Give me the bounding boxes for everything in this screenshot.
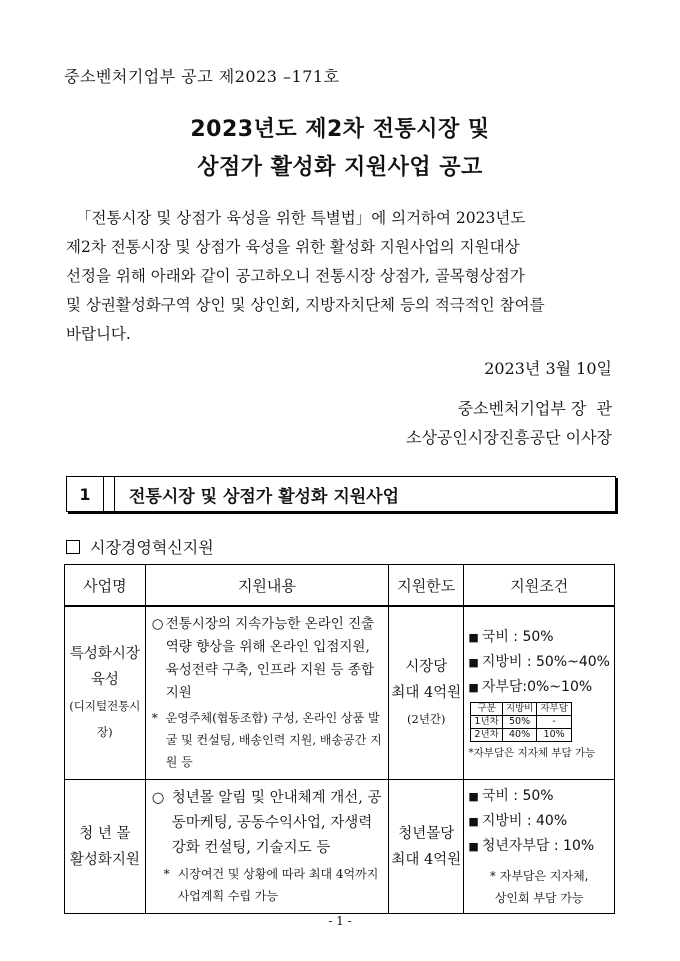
square-bullet-icon: ■: [468, 630, 479, 644]
intro-line: 「전통시장 및 상점가 육성을 위한 특별법」에 의거하여 2023년도: [76, 209, 526, 227]
limit-period: (2년간): [407, 712, 446, 726]
square-bullet-icon: ■: [468, 655, 479, 669]
content-item: [152, 786, 384, 861]
program-name: 특성화시장: [69, 646, 140, 662]
asterisk-icon: *: [151, 711, 158, 725]
table-header-row: [65, 565, 615, 607]
limit-text: 시장당: [405, 659, 448, 675]
cost-share-table: [470, 702, 571, 742]
condition-item: ■ 청년자부담 : 10%: [468, 838, 595, 854]
program-name-cell: [65, 780, 146, 914]
asterisk-icon: *: [163, 867, 170, 881]
mini-table-row: 2년차 40% 10%: [471, 728, 571, 741]
intro-line: 선정을 위해 아래와 같이 공고하오니 전통시장 상점가, 골목형상점가: [66, 267, 525, 285]
condition-item: ■ 국비 : 50%: [468, 628, 554, 645]
section-title: 전통시장 및 상점가 활성화 지원사업: [129, 486, 400, 507]
condition-note: * 자부담은 지자체,: [489, 869, 589, 883]
signatory-agency: 소상공인시장진흥공단 이사장: [405, 428, 612, 447]
page-number: - 1 -: [328, 914, 352, 928]
section-divider: [104, 477, 115, 511]
condition-item: ■ 국비 : 50%: [468, 788, 554, 804]
square-bullet-icon: ■: [468, 815, 479, 828]
notice-date: 2023년 3월 10일: [484, 359, 612, 378]
condition-item: ■ 지방비 : 50%~40%: [468, 653, 610, 670]
support-limit-cell: [389, 780, 464, 914]
column-header: 지원조건: [464, 565, 615, 607]
note-text: 시장여건 및 상황에 따라 최대 4억까지 사업계획 수립 가능: [177, 867, 379, 903]
page-title-line1: 2023년도 제2차 전통시장 및: [190, 117, 490, 142]
program-name-cell: [65, 606, 146, 780]
program-name-sub: (디지털전통시장): [69, 699, 141, 739]
support-limit-cell: [389, 606, 464, 780]
notice-number: 중소벤처기업부 공고 제2023 –171호: [64, 67, 340, 86]
program-name: 청 년 몰: [79, 825, 131, 842]
circle-bullet-icon: ○: [151, 790, 165, 806]
condition-item: ■ 지방비 : 40%: [468, 813, 568, 829]
content-text: 청년몰 알림 및 안내체계 개선, 공동마케팅, 공동수익사업, 자생력 강화 컨설팅, 기술지도 등: [171, 790, 382, 856]
square-bullet-icon: ■: [468, 790, 479, 803]
note-text: 운영주체(협동조합) 구성, 온라인 상품 발굴 및 컨설팅, 배송인력 지원, 배송공간 지원 등: [165, 711, 382, 769]
section-header: [66, 476, 616, 512]
program-content-cell: [145, 606, 388, 780]
content-note: [152, 707, 384, 773]
square-bullet-icon: ■: [468, 840, 479, 853]
table-row: [65, 780, 615, 914]
condition-note: *자부담은 지자체 부담 가능: [468, 746, 596, 759]
condition-note: 상인회 부담 가능: [494, 891, 584, 905]
support-program-table: [64, 564, 615, 914]
program-name: 육성: [90, 672, 119, 688]
column-header: 사업명: [65, 565, 146, 607]
content-note: [152, 863, 384, 907]
mini-table-row: 1년차 50% -: [471, 715, 571, 728]
page-title-line2: 상점가 활성화 지원사업 공고: [197, 155, 483, 180]
limit-text: 최대 4억원: [391, 685, 462, 701]
intro-line: 제2차 전통시장 및 상점가 육성을 위한 활성화 지원사업의 지원대상: [66, 238, 520, 256]
checkbox-square-icon: [66, 540, 80, 554]
support-condition-cell: [464, 780, 615, 914]
square-bullet-icon: ■: [468, 680, 479, 694]
limit-text: 청년몰당: [398, 825, 455, 842]
column-header: 지원내용: [145, 565, 388, 607]
column-header: 지원한도: [389, 565, 464, 607]
limit-text: 최대 4억원: [391, 851, 462, 868]
subheading-label: 시장경영혁신지원: [90, 538, 214, 557]
content-text: 전통시장의 지속가능한 온라인 진출 역량 향상을 위해 온라인 입점지원, 육성전략 구축, 인프라 지원 등 종합지원: [165, 616, 375, 701]
circle-bullet-icon: ○: [151, 616, 164, 632]
support-condition-cell: [464, 606, 615, 780]
subheading: [66, 535, 214, 558]
table-row: [65, 606, 615, 780]
intro-line: 바랍니다.: [66, 325, 131, 343]
condition-item: ■ 자부담:0%~10%: [468, 678, 593, 695]
program-content-cell: [145, 780, 388, 914]
program-name: 활성화지원: [69, 851, 140, 868]
intro-line: 및 상권활성화구역 상인 및 상인회, 지방자치단체 등의 적극적인 참여를: [66, 296, 545, 314]
signatory-ministry: 중소벤처기업부 장 관: [457, 399, 612, 418]
section-number: 1: [67, 477, 104, 511]
content-item: [152, 613, 384, 705]
intro-paragraph: [66, 204, 616, 349]
mini-table-header: 구분 지방비 자부담: [471, 702, 571, 715]
